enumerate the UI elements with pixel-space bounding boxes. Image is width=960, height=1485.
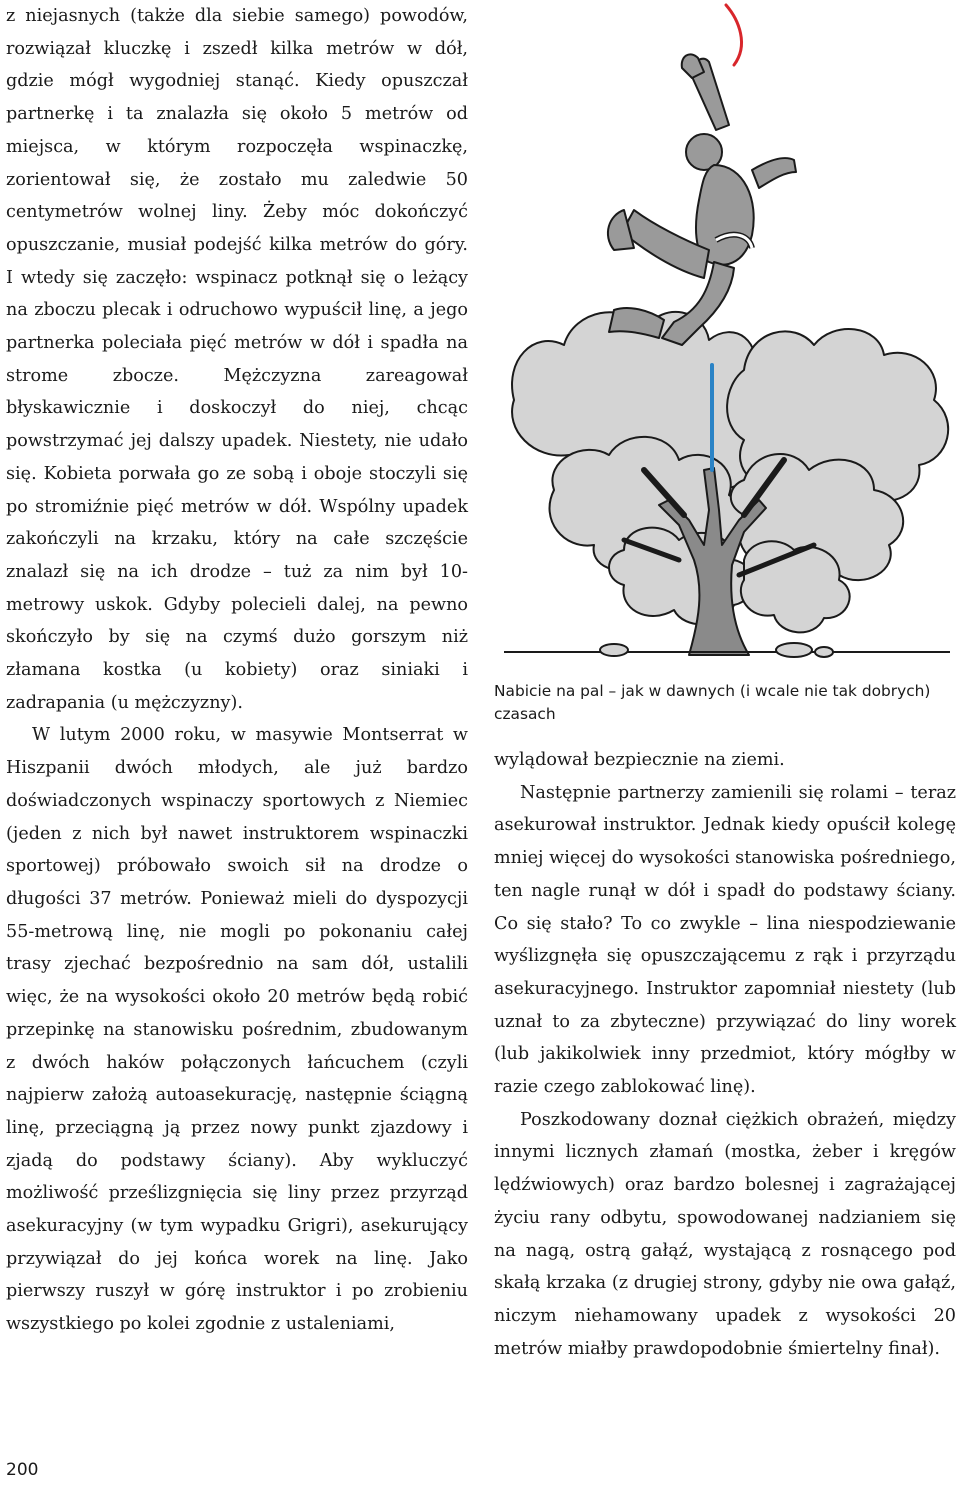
- illustration: [494, 0, 960, 666]
- bush-spike-illustration: [494, 0, 960, 666]
- paragraph: Poszkodowany doznał ciężkich obrażeń, między innymi licznych złamań (mostka, żeber i kręgów lędźwiowych) oraz bardzo bolesnej i zagrażającej życiu rany odbytu, spowodowanej nadzianiem się na nagą, ostrą gałąź, wystającą z rosnącego pod skałą krzaka (z drugiej strony, gdyby nie owa gałąź, niczym niehamowany upadek z wysokości 20 metrów miałby prawdopodobnie śmiertelny finał).: [494, 1109, 956, 1359]
- paragraph: z niejasnych (także dla siebie samego) powodów, rozwiązał kluczkę i zszedł kilka metrów w dół, gdzie mógł wygodniej stanąć. Kiedy opuszczał partnerkę i ta znalazła się około 5 metrów od miejsca, w którym rozpoczęła wspinaczkę, zorientował się, że zostało mu zaledwie 50 centymetrów wolnej liny. Żeby móc dokończyć opuszczanie, musiał podejść kilka metrów do góry. I wtedy się zaczęło: wspinacz potknął się o leżący na zboczu plecak i odruchowo wypuścił linę, a jego partnerka poleciała pięć metrów w dół i spadła na strome zbocze. Mężczyzna zareagował błyskawicznie i doskoczył do niej, chcąc powstrzymać jej dalszy upadek. Niestety, nie udało się. Kobieta porwała go ze sobą i oboje stoczyli się po stromiźnie pięć metrów w dół. Wspólny upadek zakończyli na krzaku, który na całe szczęście znalazł się na ich drodze – tuż za nim był 10-metrowy uskok. Gdyby polecieli dalej, na pewno skończyło by się na czymś dużo gorszym niż złamana kostka (u kobiety) oraz siniaki i zadrapania (u mężczyzny).: [6, 6, 468, 713]
- paragraph: W lutym 2000 roku, w masywie Montserrat w Hiszpanii dwóch młodych, ale już bardzo doświadczonych wspinaczy sportowych z Niemiec (jeden z nich był nawet instruktorem wspinaczki sportowej) próbowało swoich sił na drodze o długości 37 metrów. Ponieważ mieli do dyspozycji 55-metrową linę, nie mogli po pokonaniu całej trasy zjechać bezpośrednio na sam dół, ustalili więc, że na wysokości około 20 metrów będą robić przepinkę na stanowisku pośrednim, zbudowanym z dwóch haków połączonych łańcuchem (czyli najpierw założą autoasekurację, następnie ściągną linę, przeciągną ją przez nowy punkt zjazdowy i zjadą do podstawy ściany). Aby wykluczyć możliwość prześlizgnięcia się liny przez przyrząd asekuracyjny (w tym wypadku Grigri), asekurujący przywiązał do jej końca worek na linę. Jako pierwszy ruszył w górę instruktor i po zrobieniu wszystkiego po kolei zgodnie z ustaleniami,: [6, 725, 468, 1335]
- right-text-column: [494, 744, 956, 1365]
- figure-caption: Nabicie na pal – jak w dawnych (i wcale nie tak dobrych) czasach: [494, 682, 931, 723]
- paragraph: Następnie partnerzy zamienili się rolami – teraz asekurował instruktor. Jednak kiedy opuścił kolegę mniej więcej do wysokości stanowiska pośredniego, ten nagle runął w dół i spadł do podstawy ściany. Co się stało? To co zwykle – lina niespodziewanie wyślizgnęła się opuszczającemu z rąk i przyrządu asekuracyjnego. Instruktor zapomniał niestety (lub uznał to za zbyteczne) przywiązać do liny worek (lub jakikolwiek inny przedmiot, który mógłby w razie czego zablokować linę).: [494, 782, 956, 1098]
- paragraph: wylądował bezpiecznie na ziemi.: [494, 750, 785, 770]
- page-number: 200: [6, 1460, 39, 1480]
- left-text-column: [6, 0, 468, 1341]
